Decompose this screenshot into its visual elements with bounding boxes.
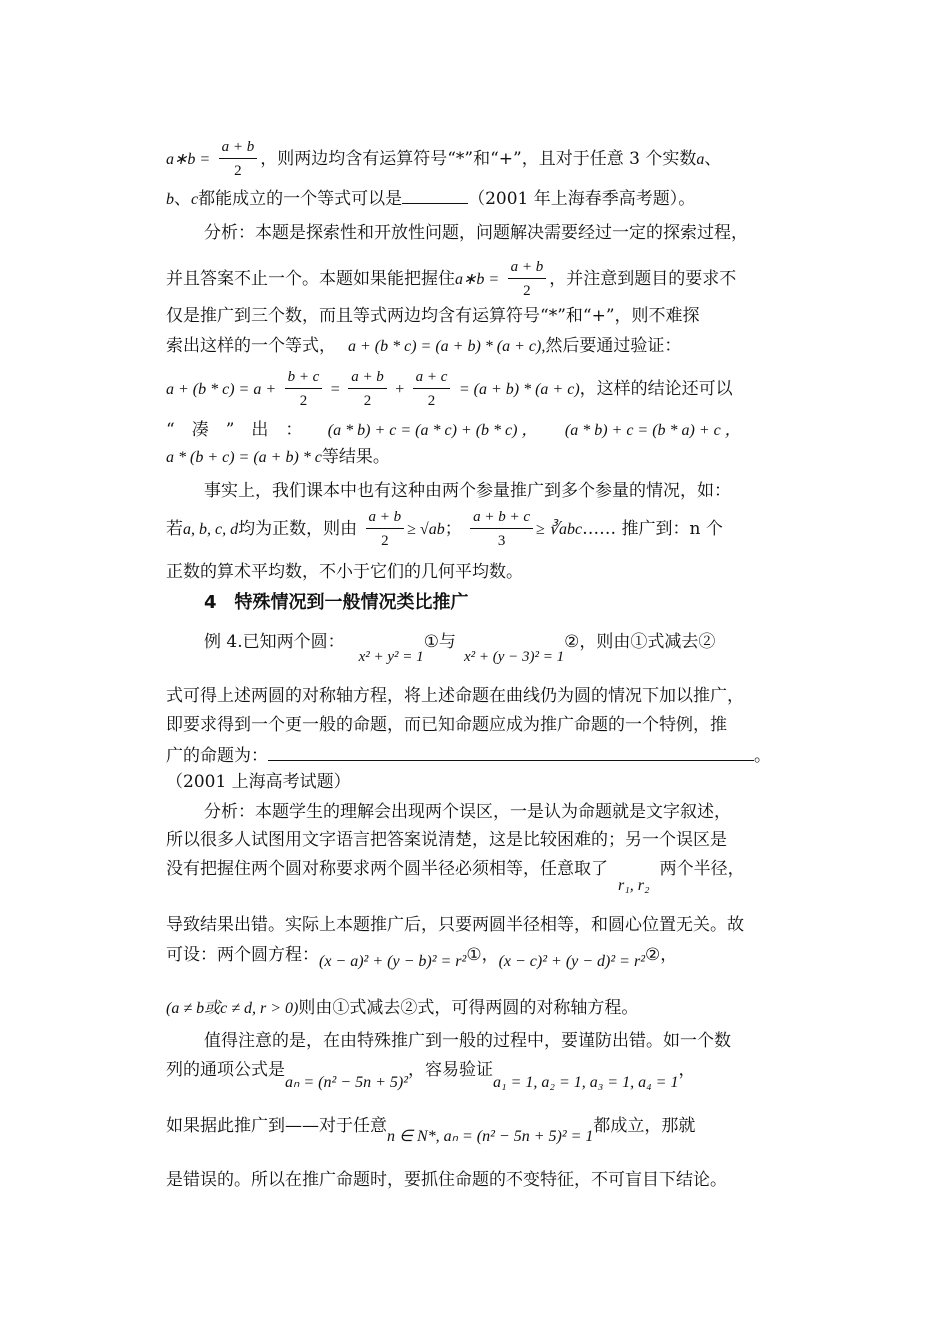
text-line: (a ≠ b或c ≠ d, r > 0)则由①式减去②式，可得两圆的对称轴方程。: [166, 998, 639, 1018]
text-line: b、c都能成立的一个等式可以是 （2001 年上海春季高考题）。: [166, 189, 696, 209]
math-astarb: a∗b =: [166, 151, 211, 168]
fraction: $\frac{a + b}{2}$: [348, 366, 387, 413]
text-line: 可设：两个圆方程：(x − a)² + (y − b)² = r²①，(x − c)² + (y − d)² = r²②，: [166, 945, 678, 970]
fraction: $\frac{b + c}{2}$: [285, 366, 323, 413]
text-line: 是错误的。所以在推广命题时，要抓住命题的不变特征，不可盲目下结论。: [166, 1170, 727, 1190]
text-line: 若a, b, c, d均为正数，则由 $\frac{a + b}{2}$ ≥ √ab； $\frac{a + b + c}{3}$ ≥ ∛abc…… 推广到：n 个: [166, 506, 723, 553]
answer-blank: [402, 187, 468, 204]
fraction: $\frac{a + c}{2}$: [413, 366, 451, 413]
text-line: 列的通项公式是aₙ = (n² − 5n + 5)²，容易验证a₁ = 1, a₂ = 1, a₃ = 1, a₄ = 1，: [166, 1060, 696, 1091]
text-line: 索出这样的一个等式， a + (b * c) = (a + b) * (a + c),然后要通过验证：: [166, 336, 682, 356]
answer-blank: [268, 744, 754, 761]
text-line: 正数的算术平均数，不小于它们的几何平均数。: [166, 562, 523, 582]
text-line: 所以很多人试图用文字语言把答案说清楚，这是比较困难的；另一个误区是: [166, 830, 727, 850]
text-line: 并且答案不止一个。本题如果能把握住a∗b = $\frac{a + b}{2}$ ，并注意到题目的要求不: [166, 256, 736, 303]
fraction: $\frac{a + b}{2}$: [219, 136, 258, 183]
fraction: $\frac{a + b}{2}$: [366, 506, 405, 553]
text-line: 没有把握住两个圆对称要求两个圆半径必须相等，任意取了r₁, r₂两个半径，: [166, 859, 745, 894]
text-line: 分析：本题是探索性和开放性问题，问题解决需要经过一定的探索过程，: [204, 223, 748, 243]
text-line: “ 凑 ” 出 ： (a * b) + c = (a * c) + (b * c) ， (a * b) + c = (b * a) + c ，: [166, 420, 741, 440]
text-line: 导致结果出错。实际上本题推广后，只要两圆半径相等，和圆心位置无关。故: [166, 915, 744, 935]
text-line: 广的命题为： 。: [166, 746, 771, 766]
text-line: 分析：本题学生的理解会出现两个误区，一是认为命题就是文字叙述，: [204, 802, 731, 822]
text-line: a * (b + c) = (a + b) * c等结果。: [166, 447, 390, 467]
text-line: （2001 上海高考试题）: [166, 772, 351, 792]
section-heading: 4 特殊情况到一般情况类比推广: [204, 592, 469, 613]
text-line: 仅是推广到三个数，而且等式两边均含有运算符号“*”和“+”，则不难探: [166, 306, 700, 326]
text-line: 例 4.已知两个圆：x² + y² = 1①与x² + (y − 3)² = 1②，则由①式减去②: [204, 632, 716, 665]
fraction: $\frac{a + b}{2}$: [508, 256, 547, 303]
text-line: a∗b = $\frac{a + b}{2}$ ，则两边均含有运算符号“*”和“+”，且对于任意 3 个实数a、: [166, 136, 721, 183]
text-line: 值得注意的是，在由特殊推广到一般的过程中，要谨防出错。如一个数: [204, 1031, 731, 1051]
fraction: $\frac{a + b + c}{3}$: [470, 506, 533, 553]
text-line: 式可得上述两圆的对称轴方程，将上述命题在曲线仍为圆的情况下加以推广，: [166, 686, 744, 706]
text-line: 即要求得到一个更一般的命题，而已知命题应成为推广命题的一个特例，推: [166, 715, 727, 735]
text-line: 事实上，我们课本中也有这种由两个参量推广到多个参量的情况，如：: [204, 481, 731, 501]
text-line: a + (b * c) = a + $\frac{b + c}{2}$ = $\frac{a + b}{2}$ + $\frac{a + c}{2}$ = (a + b) * (a + c)，这样的结论还可以: [166, 366, 733, 413]
text-line: 如果据此推广到——对于任意n ∈ N*, aₙ = (n² − 5n + 5)² = 1都成立，那就: [166, 1116, 696, 1145]
